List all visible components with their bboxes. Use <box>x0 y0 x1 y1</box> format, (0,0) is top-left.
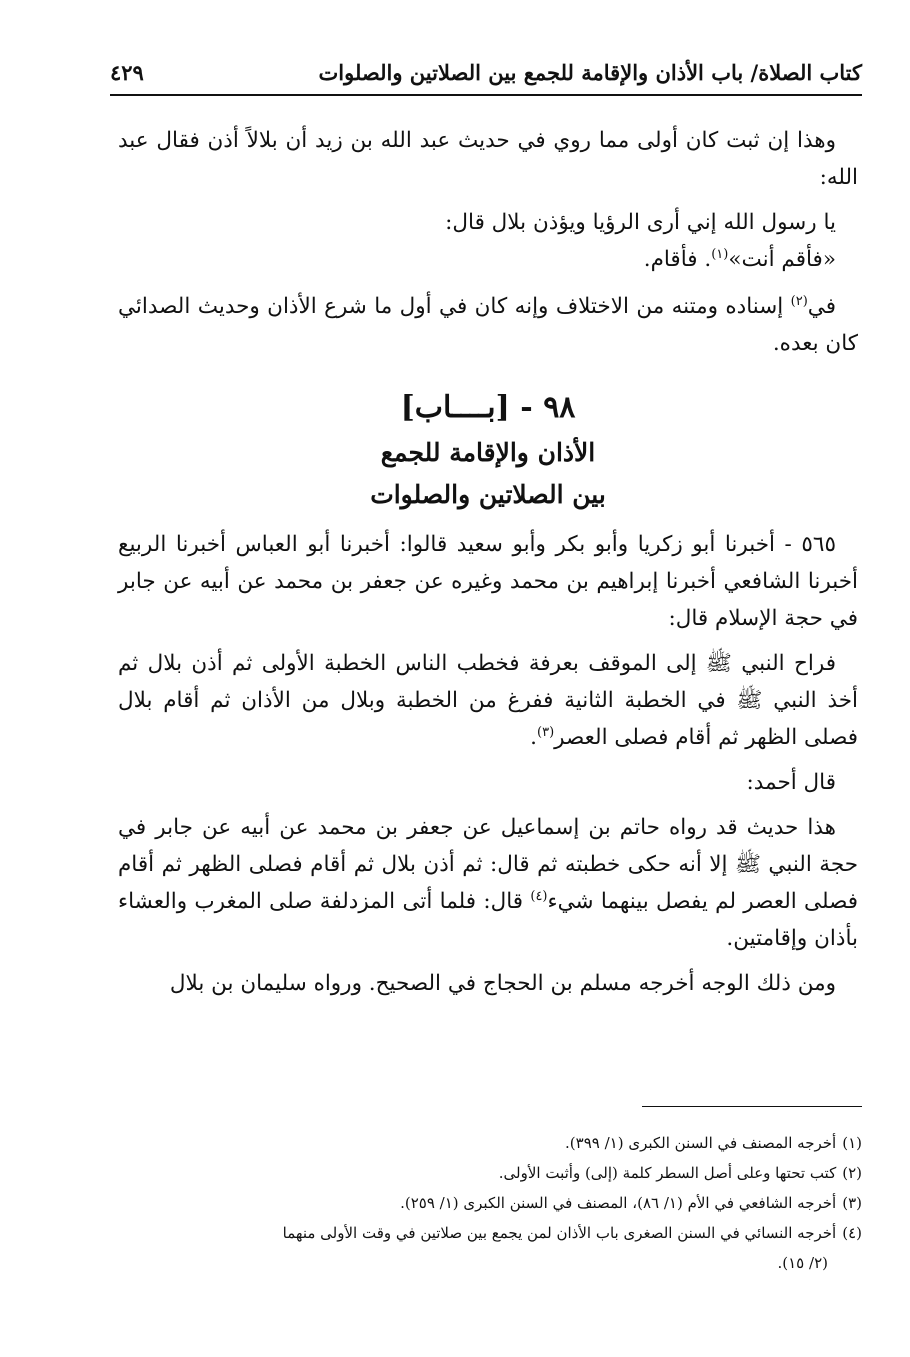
paragraph-7: ومن ذلك الوجه أخرجه مسلم بن الحجاج في الصحيح. ورواه سليمان بن بلال <box>169 971 836 996</box>
footnote-text: أخرجه المصنف في السنن الكبرى (١/ ٣٩٩). <box>565 1134 837 1152</box>
paragraph-2-rest: إسناده ومتنه من الاختلاف وإنه كان في أول ما شرع الأذان وحديث الصدائي كان بعده. <box>118 294 858 356</box>
page-header <box>110 58 862 96</box>
footnote-ref-2[interactable]: (٢) <box>790 293 808 309</box>
footnote-ref-1[interactable]: (١) <box>711 246 729 262</box>
running-title: كتاب الصلاة/ باب الأذان والإقامة للجمع بين الصلاتين والصلوات <box>318 60 862 85</box>
footnote-number: (٣) <box>842 1194 862 1212</box>
footnote-ref-4[interactable]: (٤) <box>530 888 548 904</box>
footnote-3 <box>118 1188 862 1218</box>
quote-after: . فأقام. <box>643 247 712 272</box>
footnotes <box>118 1128 862 1278</box>
footnote-divider <box>642 1106 862 1107</box>
footnote-4 <box>118 1218 862 1248</box>
paragraph-4-text: فراح النبي ﷺ إلى الموقف بعرفة فخطب الناس الخطبة الأولى ثم أذن بلال ثم أخذ النبي ﷺ في الخطبة الثانية ففرغ من الخطبة وبلال من الأذان ثم أقام بلال فصلى الظهر ثم أقام فصلى العصر <box>118 651 858 750</box>
paragraph-2 <box>118 288 858 362</box>
footnote-number: (١) <box>842 1134 862 1152</box>
paragraph-6-text: هذا حديث قد رواه حاتم بن إسماعيل عن جعفر بن محمد عن أبيه عن جابر في حجة النبي ﷺ إلا أنه حكى خطبته ثم قال: ثم أذن بلال ثم أقام فصلى الظهر ثم أقام فصلى العصر لم يفصل بينهما شيء <box>118 815 858 914</box>
chapter-title-line-1: الأذان والإقامة للجمع <box>380 438 596 467</box>
hadith-565: ٥٦٥ - أخبرنا أبو زكريا وأبو بكر وأبو سعيد قالوا: أخبرنا أبو العباس أخبرنا الربيع أخبرنا الشافعي أخبرنا إبراهيم بن محمد وغيره عن جعفر بن محمد عن أبيه عن جابر في حجة الإسلام قال: <box>118 532 858 631</box>
footnote-number: (٢) <box>842 1164 862 1182</box>
chapter-number: ٩٨ - [بــــاب] <box>400 390 576 425</box>
footnote-text: كتب تحتها وعلى أصل السطر كلمة (إلى) وأثبت الأولى. <box>498 1164 837 1182</box>
paragraph-2-start: في <box>807 294 836 319</box>
footnote-ref-3[interactable]: (٣) <box>537 724 555 740</box>
footnote-4-continuation: (٢/ ١٥). <box>777 1254 828 1272</box>
quote-line-2 <box>118 241 858 278</box>
paragraph-6-rest: قال: فلما أتى المزدلفة صلى المغرب والعشاء بأذان وإقامتين. <box>118 889 858 951</box>
chapter-title-line-2: بين الصلاتين والصلوات <box>370 480 606 509</box>
main-text <box>118 122 858 1010</box>
page-number: ٤٢٩ <box>110 60 144 85</box>
footnote-text: أخرجه النسائي في السنن الصغرى باب الأذان لمن يجمع بين صلاتين في وقت الأولى منهما <box>282 1224 837 1242</box>
quote-line-1: يا رسول الله إني أرى الرؤيا ويؤذن بلال قال: <box>445 210 836 235</box>
chapter-heading <box>118 384 858 516</box>
footnote-text: أخرجه الشافعي في الأم (١/ ٨٦)، المصنف في السنن الكبرى (١/ ٢٥٩). <box>400 1194 837 1212</box>
paragraph-1: وهذا إن ثبت كان أولى مما روي في حديث عبد الله بن زيد أن بلالاً أذن فقال عبد الله: <box>118 128 858 190</box>
paragraph-4-end: . <box>530 725 538 750</box>
quote-text: «فأقم أنت» <box>728 247 836 272</box>
paragraph-6 <box>118 809 858 957</box>
footnote-2 <box>118 1158 862 1188</box>
paragraph-5: قال أحمد: <box>746 770 836 795</box>
footnote-1 <box>118 1128 862 1158</box>
footnote-number: (٤) <box>842 1224 862 1242</box>
paragraph-4 <box>118 645 858 756</box>
